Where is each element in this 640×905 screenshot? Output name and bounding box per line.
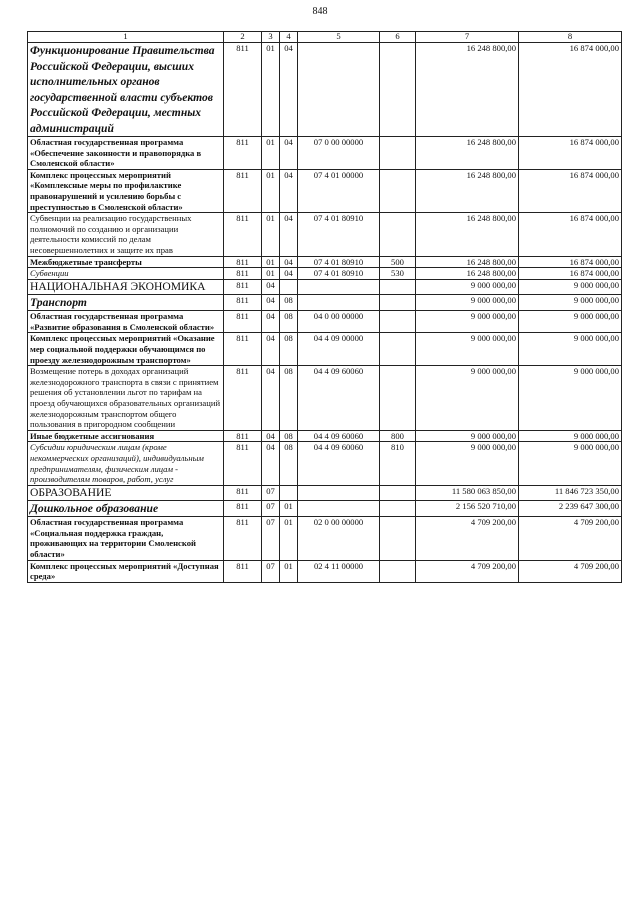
cell-amount-year-2: 16 874 000,00 [519,213,622,256]
cell-amount-year-1: 4 709 200,00 [416,517,519,560]
cell-subsection: 01 [280,560,298,582]
cell-ministry-code: 811 [224,442,262,485]
cell-expense-type [380,517,416,560]
cell-expense-type: 530 [380,268,416,280]
cell-amount-year-2: 16 874 000,00 [519,137,622,170]
cell-expense-type [380,366,416,431]
cell-name: НАЦИОНАЛЬНАЯ ЭКОНОМИКА [28,279,224,294]
cell-expense-type [380,213,416,256]
table-row [28,333,622,366]
cell-amount-year-2: 9 000 000,00 [519,430,622,442]
cell-name: Межбюджетные трансферты [28,256,224,268]
cell-expense-type [380,311,416,333]
cell-ministry-code: 811 [224,311,262,333]
cell-ministry-code: 811 [224,560,262,582]
cell-section: 01 [262,43,280,137]
cell-ministry-code: 811 [224,137,262,170]
cell-amount-year-2: 9 000 000,00 [519,279,622,294]
cell-amount-year-1: 4 709 200,00 [416,560,519,582]
cell-section: 04 [262,430,280,442]
cell-amount-year-1: 9 000 000,00 [416,430,519,442]
cell-amount-year-1: 16 248 800,00 [416,256,519,268]
cell-section: 07 [262,517,280,560]
cell-subsection: 08 [280,442,298,485]
cell-subsection: 08 [280,333,298,366]
cell-subsection: 04 [280,256,298,268]
cell-amount-year-2: 9 000 000,00 [519,294,622,311]
cell-target-article: 04 4 09 00000 [298,333,380,366]
cell-amount-year-1: 2 156 520 710,00 [416,500,519,517]
cell-amount-year-1: 16 248 800,00 [416,43,519,137]
cell-amount-year-1: 16 248 800,00 [416,213,519,256]
cell-subsection: 04 [280,43,298,137]
cell-ministry-code: 811 [224,268,262,280]
cell-amount-year-2: 4 709 200,00 [519,517,622,560]
cell-subsection: 01 [280,517,298,560]
table-row [28,137,622,170]
cell-amount-year-1: 16 248 800,00 [416,169,519,212]
table-row [28,256,622,268]
table-row [28,485,622,500]
cell-section: 04 [262,366,280,431]
cell-target-article: 04 4 09 60060 [298,442,380,485]
cell-expense-type: 800 [380,430,416,442]
cell-expense-type [380,137,416,170]
cell-target-article [298,500,380,517]
cell-section: 01 [262,169,280,212]
cell-amount-year-1: 9 000 000,00 [416,333,519,366]
cell-amount-year-1: 9 000 000,00 [416,442,519,485]
cell-section: 04 [262,294,280,311]
cell-amount-year-2: 4 709 200,00 [519,560,622,582]
table-row [28,442,622,485]
cell-amount-year-2: 9 000 000,00 [519,442,622,485]
cell-amount-year-1: 9 000 000,00 [416,294,519,311]
cell-ministry-code: 811 [224,366,262,431]
cell-amount-year-1: 9 000 000,00 [416,279,519,294]
cell-target-article: 02 0 00 00000 [298,517,380,560]
cell-ministry-code: 811 [224,430,262,442]
header-cell: 5 [298,32,380,43]
cell-section: 04 [262,442,280,485]
table-row [28,43,622,137]
cell-name: Комплекс процессных мероприятий «Оказание мер социальной поддержки обучающимся по проезду железнодорожным транспортом» [28,333,224,366]
header-cell: 2 [224,32,262,43]
cell-ministry-code: 811 [224,213,262,256]
cell-target-article [298,279,380,294]
cell-ministry-code: 811 [224,500,262,517]
cell-amount-year-2: 16 874 000,00 [519,43,622,137]
cell-target-article: 07 4 01 80910 [298,213,380,256]
cell-section: 01 [262,256,280,268]
cell-name: Комплекс процессных мероприятий «Комплексные меры по профилактике правонарушений и усилению борьбы с преступностью в Смоленской области» [28,169,224,212]
page-number: 848 [312,6,328,17]
cell-section: 01 [262,268,280,280]
cell-name: Транспорт [28,294,224,311]
cell-target-article [298,294,380,311]
cell-subsection: 08 [280,311,298,333]
header-cell: 1 [28,32,224,43]
cell-ministry-code: 811 [224,517,262,560]
cell-target-article: 07 4 01 80910 [298,256,380,268]
cell-subsection: 01 [280,500,298,517]
cell-amount-year-2: 2 239 647 300,00 [519,500,622,517]
cell-amount-year-2: 16 874 000,00 [519,256,622,268]
header-row [28,32,622,43]
cell-section: 04 [262,333,280,366]
cell-section: 01 [262,213,280,256]
cell-expense-type [380,485,416,500]
cell-name: Функционирование Правительства Российской Федерации, высших исполнительных органов государственной власти субъектов Российской Федерации, местных администраций [28,43,224,137]
budget-table [27,31,622,583]
cell-expense-type [380,279,416,294]
cell-target-article: 07 0 00 00000 [298,137,380,170]
cell-subsection [280,279,298,294]
table-row [28,279,622,294]
cell-name: Областная государственная программа «Социальная поддержка граждан, проживающих на территории Смоленской области» [28,517,224,560]
cell-name: Дошкольное образование [28,500,224,517]
table-row [28,169,622,212]
header-cell: 8 [519,32,622,43]
cell-name: Комплекс процессных мероприятий «Доступная среда» [28,560,224,582]
cell-amount-year-2: 16 874 000,00 [519,268,622,280]
cell-amount-year-2: 16 874 000,00 [519,169,622,212]
cell-ministry-code: 811 [224,43,262,137]
cell-target-article [298,43,380,137]
cell-ministry-code: 811 [224,294,262,311]
cell-expense-type [380,333,416,366]
cell-amount-year-1: 9 000 000,00 [416,311,519,333]
cell-target-article: 07 4 01 80910 [298,268,380,280]
table-row [28,268,622,280]
cell-amount-year-1: 11 580 063 850,00 [416,485,519,500]
cell-expense-type: 500 [380,256,416,268]
cell-target-article: 02 4 11 00000 [298,560,380,582]
cell-expense-type [380,294,416,311]
table-row [28,517,622,560]
cell-name: Субсидии юридическим лицам (кроме некоммерческих организаций), индивидуальным предпринимателям, физическим лицам - производителям товаров, работ, услуг [28,442,224,485]
header-cell: 7 [416,32,519,43]
cell-ministry-code: 811 [224,279,262,294]
cell-section: 04 [262,279,280,294]
cell-subsection [280,485,298,500]
cell-target-article [298,485,380,500]
cell-target-article: 04 4 09 60060 [298,430,380,442]
cell-target-article: 04 4 09 60060 [298,366,380,431]
cell-name: Возмещение потерь в доходах организаций железнодорожного транспорта в связи с принятием решения об установлении льгот по тарифам на проезд обучающихся образовательных организаций железнодорожным транспортом общего пользования в пригородном сообщении [28,366,224,431]
cell-amount-year-1: 16 248 800,00 [416,137,519,170]
table-row [28,366,622,431]
cell-target-article: 07 4 01 00000 [298,169,380,212]
cell-amount-year-2: 9 000 000,00 [519,311,622,333]
cell-amount-year-2: 9 000 000,00 [519,333,622,366]
cell-ministry-code: 811 [224,256,262,268]
cell-expense-type: 810 [380,442,416,485]
cell-subsection: 04 [280,137,298,170]
cell-name: ОБРАЗОВАНИЕ [28,485,224,500]
cell-amount-year-2: 9 000 000,00 [519,366,622,431]
cell-section: 07 [262,500,280,517]
header-cell: 3 [262,32,280,43]
cell-subsection: 08 [280,366,298,431]
cell-section: 07 [262,485,280,500]
header-cell: 6 [380,32,416,43]
cell-expense-type [380,169,416,212]
table-row [28,311,622,333]
cell-amount-year-1: 16 248 800,00 [416,268,519,280]
table-row [28,213,622,256]
cell-expense-type [380,43,416,137]
cell-name: Областная государственная программа «Развитие образования в Смоленской области» [28,311,224,333]
cell-name: Субвенции [28,268,224,280]
cell-section: 07 [262,560,280,582]
cell-name: Областная государственная программа «Обеспечение законности и правопорядка в Смоленской области» [28,137,224,170]
header-cell: 4 [280,32,298,43]
cell-section: 01 [262,137,280,170]
cell-subsection: 04 [280,268,298,280]
cell-subsection: 04 [280,213,298,256]
cell-ministry-code: 811 [224,485,262,500]
cell-subsection: 04 [280,169,298,212]
cell-subsection: 08 [280,294,298,311]
cell-ministry-code: 811 [224,333,262,366]
cell-section: 04 [262,311,280,333]
cell-expense-type [380,500,416,517]
cell-ministry-code: 811 [224,169,262,212]
table-row [28,560,622,582]
table-row [28,500,622,517]
cell-name: Субвенции на реализацию государственных полномочий по созданию и организации деятельности комиссий по делам несовершеннолетних и защите их прав [28,213,224,256]
cell-target-article: 04 0 00 00000 [298,311,380,333]
cell-amount-year-1: 9 000 000,00 [416,366,519,431]
cell-expense-type [380,560,416,582]
table-row [28,294,622,311]
cell-amount-year-2: 11 846 723 350,00 [519,485,622,500]
cell-name: Иные бюджетные ассигнования [28,430,224,442]
table-row [28,430,622,442]
cell-subsection: 08 [280,430,298,442]
